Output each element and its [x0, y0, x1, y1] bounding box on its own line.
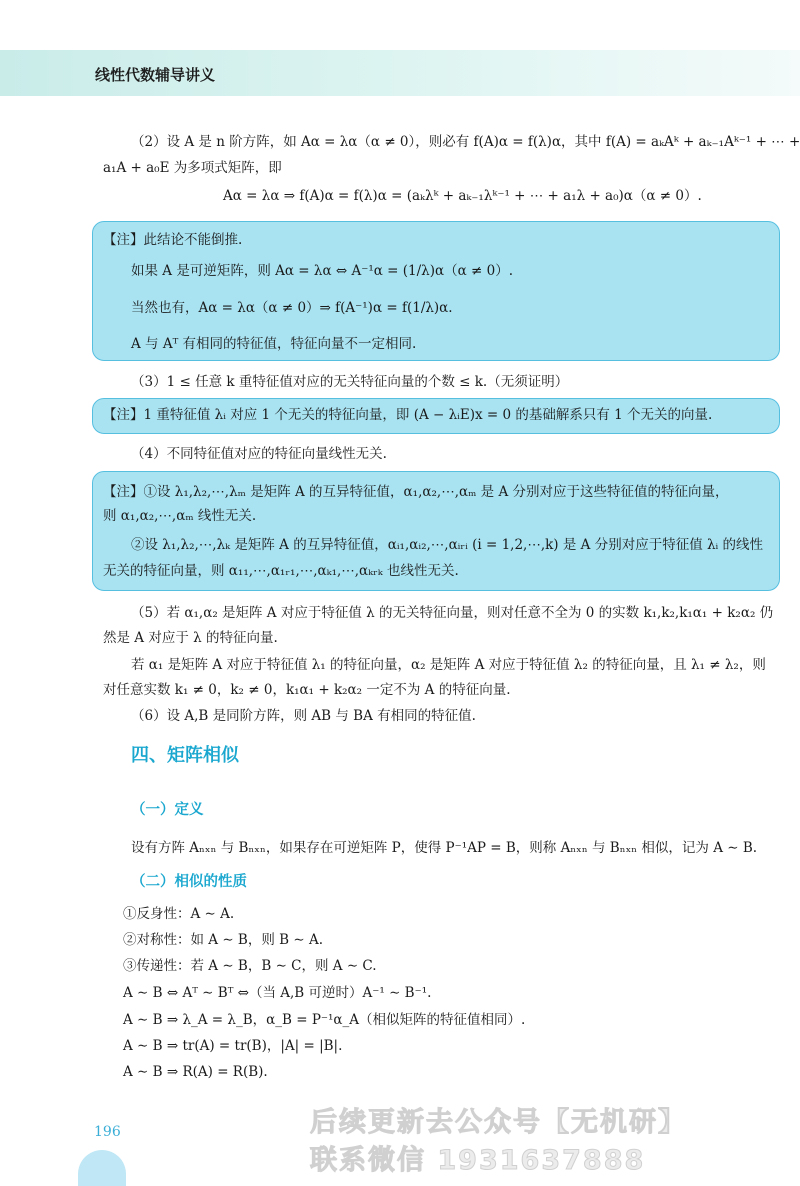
- section-title: 四、矩阵相似: [131, 745, 239, 766]
- note-line: 【注】①设 λ₁,λ₂,⋯,λₘ 是矩阵 A 的互异特征值，α₁,α₂,⋯,αₘ 是 A 分别对应于这些特征值的特征向量，: [103, 484, 729, 500]
- note-line: ②设 λ₁,λ₂,⋯,λₖ 是矩阵 A 的互异特征值，αᵢ₁,αᵢ₂,⋯,αᵢᵣᵢ (i = 1,2,⋯,k) 是 A 分别对应于特征值 λᵢ 的线性: [131, 537, 764, 553]
- body-line: 若 α₁ 是矩阵 A 对应于特征值 λ₁ 的特征向量，α₂ 是矩阵 A 对应于特征值 λ₂ 的特征向量，且 λ₁ ≠ λ₂，则: [131, 657, 766, 673]
- note-line: 无关的特征向量，则 α₁₁,⋯,α₁ᵣ₁,⋯,αₖ₁,⋯,αₖᵣₖ 也线性无关.: [103, 563, 459, 579]
- page-number: 196: [94, 1124, 121, 1140]
- property-line: ③传递性：若 A ∼ B，B ∼ C，则 A ∼ C.: [123, 958, 377, 974]
- watermark-text: 后续更新去公众号【无机研】: [310, 1107, 687, 1138]
- display-formula: Aα = λα ⇒ f(A)α = f(λ)α = (aₖλᵏ + aₖ₋₁λᵏ⁻¹ + ⋯ + a₁λ + a₀)α（α ≠ 0）.: [223, 188, 702, 204]
- watermark-text: 联系微信 1931637888: [310, 1145, 646, 1176]
- note-line: 【注】此结论不能倒推.: [103, 232, 243, 248]
- note-line: A 与 Aᵀ 有相同的特征值，特征向量不一定相同.: [131, 336, 417, 352]
- property-line: A ∼ B ⇒ tr(A) = tr(B)，|A| = |B|.: [123, 1038, 343, 1054]
- note-line: 如果 A 是可逆矩阵，则 Aα = λα ⇔ A⁻¹α = (1/λ)α（α ≠ 0）.: [131, 263, 513, 279]
- body-line: （3）1 ≤ 任意 k 重特征值对应的无关特征向量的个数 ≤ k.（无须证明）: [131, 374, 569, 390]
- body-line: （4）不同特征值对应的特征向量线性无关.: [131, 446, 387, 462]
- definition-line: 设有方阵 Aₙₓₙ 与 Bₙₓₙ，如果存在可逆矩阵 P，使得 P⁻¹AP = B，则称 Aₙₓₙ 与 Bₙₓₙ 相似，记为 A ∼ B.: [131, 840, 758, 856]
- property-line: ①反身性：A ∼ A.: [123, 906, 235, 922]
- property-line: A ∼ B ⇔ Aᵀ ∼ Bᵀ ⇔（当 A,B 可逆时）A⁻¹ ∼ B⁻¹.: [123, 985, 432, 1001]
- body-line: 然是 A 对应于 λ 的特征向量.: [103, 630, 278, 646]
- body-line: （5）若 α₁,α₂ 是矩阵 A 对应于特征值 λ 的无关特征向量，则对任意不全为 0 的实数 k₁,k₂,k₁α₁ + k₂α₂ 仍: [131, 605, 774, 621]
- note-line: 【注】1 重特征值 λᵢ 对应 1 个无关的特征向量，即 (A − λᵢE)x = 0 的基础解系只有 1 个无关的向量.: [103, 407, 713, 423]
- page-corner-tab: [78, 1150, 126, 1186]
- subsection-title: （二）相似的性质: [131, 874, 247, 890]
- property-line: ②对称性：如 A ∼ B，则 B ∼ A.: [123, 932, 324, 948]
- note-line: 则 α₁,α₂,⋯,αₘ 线性无关.: [103, 508, 257, 524]
- property-line: A ∼ B ⇒ R(A) = R(B).: [123, 1064, 268, 1080]
- subsection-title: （一）定义: [131, 802, 204, 818]
- body-line: 对任意实数 k₁ ≠ 0，k₂ ≠ 0，k₁α₁ + k₂α₂ 一定不为 A 的特征向量.: [103, 682, 511, 698]
- property-line: A ∼ B ⇒ λ_A = λ_B，α_B = P⁻¹α_A（相似矩阵的特征值相同）.: [123, 1012, 526, 1028]
- note-line: 当然也有，Aα = λα（α ≠ 0）⇒ f(A⁻¹)α = f(1/λ)α.: [131, 300, 453, 316]
- body-line: （6）设 A,B 是同阶方阵，则 AB 与 BA 有相同的特征值.: [131, 708, 476, 724]
- page-header-title: 线性代数辅导讲义: [95, 66, 216, 84]
- body-line: （2）设 A 是 n 阶方阵，如 Aα = λα（α ≠ 0），则必有 f(A)α = f(λ)α，其中 f(A) = aₖAᵏ + aₖ₋₁Aᵏ⁻¹ + ⋯ +: [131, 134, 800, 150]
- body-line: a₁A + a₀E 为多项式矩阵，即: [103, 160, 282, 176]
